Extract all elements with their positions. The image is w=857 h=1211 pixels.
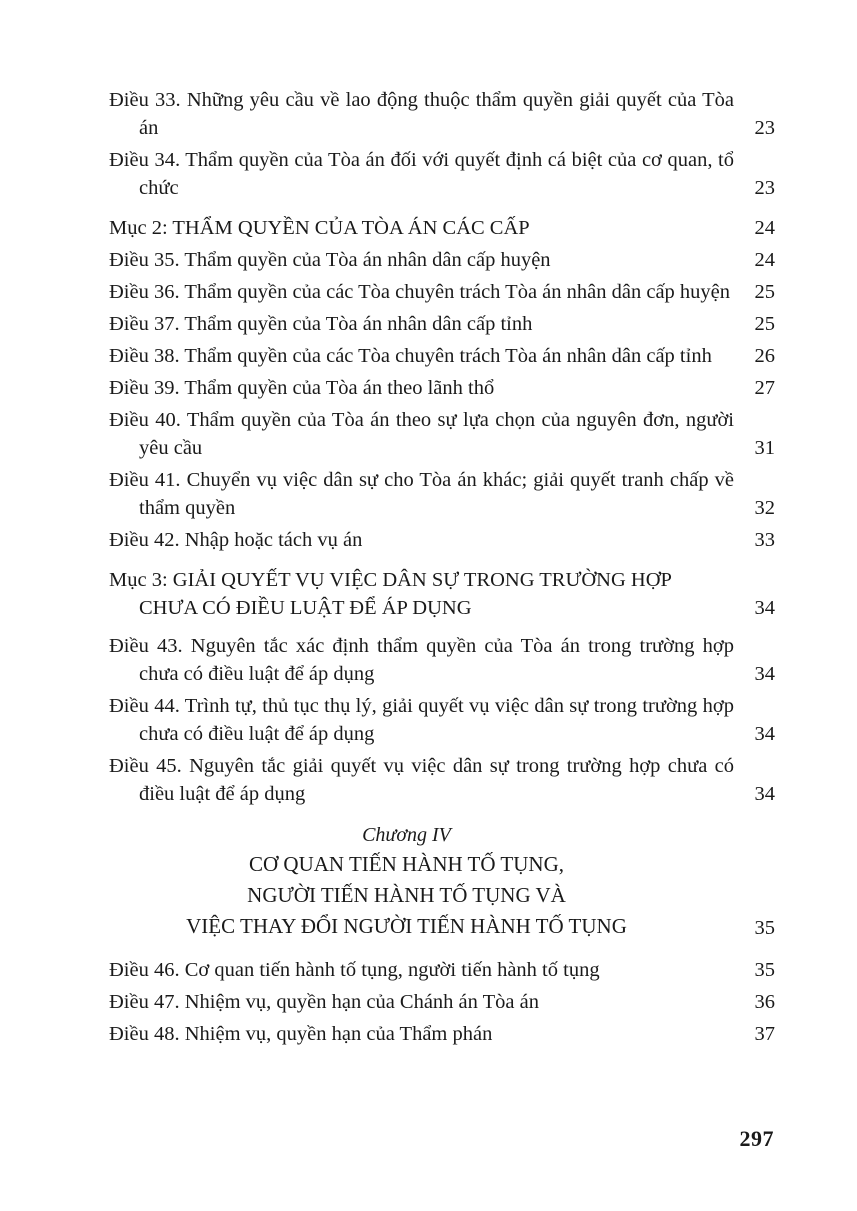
toc-entry	[109, 86, 775, 142]
toc-entry	[109, 278, 775, 306]
toc-page-number: 32	[754, 497, 775, 519]
toc-entry	[109, 692, 775, 748]
toc-entry	[109, 632, 775, 688]
toc-entry	[109, 988, 775, 1016]
chapter-title-line: NGƯỜI TIẾN HÀNH TỐ TỤNG VÀ	[247, 883, 566, 907]
toc-section	[109, 214, 775, 242]
chapter-title	[109, 849, 704, 942]
toc-entry-title: Điều 40. Thẩm quyền của Tòa án theo sự lựa chọn của nguyên đơn, người yêu cầu	[109, 409, 734, 459]
toc-page-number: 23	[754, 117, 775, 139]
toc-entry-title: Điều 45. Nguyên tắc giải quyết vụ việc dân sự trong trường hợp chưa có điều luật để áp dụng	[109, 755, 734, 805]
toc-entry-title: Điều 41. Chuyển vụ việc dân sự cho Tòa án khác; giải quyết tranh chấp về thẩm quyền	[109, 469, 734, 519]
page-number: 297	[739, 1126, 774, 1151]
toc-page-number: 34	[754, 723, 775, 745]
toc-page-number: 37	[754, 1023, 775, 1045]
toc-entry	[109, 374, 775, 402]
toc-section-title: Mục 2: THẨM QUYỀN CỦA TÒA ÁN CÁC CẤP	[109, 217, 530, 239]
toc-entry	[109, 406, 775, 462]
toc-entry	[109, 246, 775, 274]
toc-entry-title: Điều 48. Nhiệm vụ, quyền hạn của Thẩm phán	[109, 1023, 493, 1045]
toc-entry	[109, 752, 775, 808]
toc-entry-title: Điều 39. Thẩm quyền của Tòa án theo lãnh thổ	[109, 377, 495, 399]
chapter-heading-block	[109, 821, 775, 942]
toc-entry	[109, 1020, 775, 1048]
toc-entry-title: Điều 42. Nhập hoặc tách vụ án	[109, 529, 363, 551]
toc-entry-title: Điều 35. Thẩm quyền của Tòa án nhân dân cấp huyện	[109, 249, 551, 271]
toc-entry-title: Điều 36. Thẩm quyền của các Tòa chuyên trách Tòa án nhân dân cấp huyện	[109, 281, 731, 303]
toc-entry-title: Điều 43. Nguyên tắc xác định thẩm quyền của Tòa án trong trường hợp chưa có điều luật để áp dụng	[109, 635, 734, 685]
toc-entry-title: Điều 47. Nhiệm vụ, quyền hạn của Chánh án Tòa án	[109, 991, 540, 1013]
toc-page-number: 36	[754, 991, 775, 1013]
toc-page-number: 31	[754, 437, 775, 459]
toc-page-number: 34	[754, 663, 775, 685]
toc-entry	[109, 342, 775, 370]
toc-page-number: 34	[754, 597, 775, 619]
toc-entry	[109, 310, 775, 338]
chapter-page-number: 35	[754, 917, 775, 939]
toc-page-number: 23	[754, 177, 775, 199]
toc-section	[109, 566, 775, 622]
toc-entries-part-2	[109, 956, 775, 1048]
toc-page-number: 35	[754, 959, 775, 981]
toc-page-number: 34	[754, 783, 775, 805]
toc-page-number: 27	[754, 377, 775, 399]
toc-entry-title: Điều 44. Trình tự, thủ tục thụ lý, giải quyết vụ việc dân sự trong trường hợp chưa có điều luật để áp dụng	[109, 695, 734, 745]
toc-entry-title: Điều 37. Thẩm quyền của Tòa án nhân dân cấp tỉnh	[109, 313, 533, 335]
toc-page-number: 24	[754, 249, 775, 271]
toc-page-number: 25	[754, 313, 775, 335]
chapter-title-line: VIỆC THAY ĐỔI NGƯỜI TIẾN HÀNH TỐ TỤNG	[186, 914, 627, 938]
chapter-title-line: CƠ QUAN TIẾN HÀNH TỐ TỤNG,	[249, 852, 564, 876]
toc-page-number: 24	[754, 217, 775, 239]
toc-entry	[109, 956, 775, 984]
toc-section-title: Mục 3: GIẢI QUYẾT VỤ VIỆC DÂN SỰ TRONG TRƯỜNG HỢP CHƯA CÓ ĐIỀU LUẬT ĐỂ ÁP DỤNG	[109, 569, 672, 619]
toc-entry	[109, 526, 775, 554]
toc-page-number: 25	[754, 281, 775, 303]
toc-entry-title: Điều 46. Cơ quan tiến hành tố tụng, người tiến hành tố tụng	[109, 959, 600, 981]
toc-page-number: 33	[754, 529, 775, 551]
toc-entries-part-1	[109, 86, 775, 808]
toc-entry-title: Điều 33. Những yêu cầu về lao động thuộc thẩm quyền giải quyết của Tòa án	[109, 89, 734, 139]
toc-entry-title: Điều 34. Thẩm quyền của Tòa án đối với quyết định cá biệt của cơ quan, tổ chức	[109, 149, 734, 199]
toc-entry	[109, 466, 775, 522]
toc-entry-title: Điều 38. Thẩm quyền của các Tòa chuyên trách Tòa án nhân dân cấp tỉnh	[109, 345, 712, 367]
toc-page-number: 26	[754, 345, 775, 367]
chapter-label: Chương IV	[362, 824, 451, 846]
toc-entry	[109, 146, 775, 202]
table-of-contents	[109, 86, 775, 1048]
